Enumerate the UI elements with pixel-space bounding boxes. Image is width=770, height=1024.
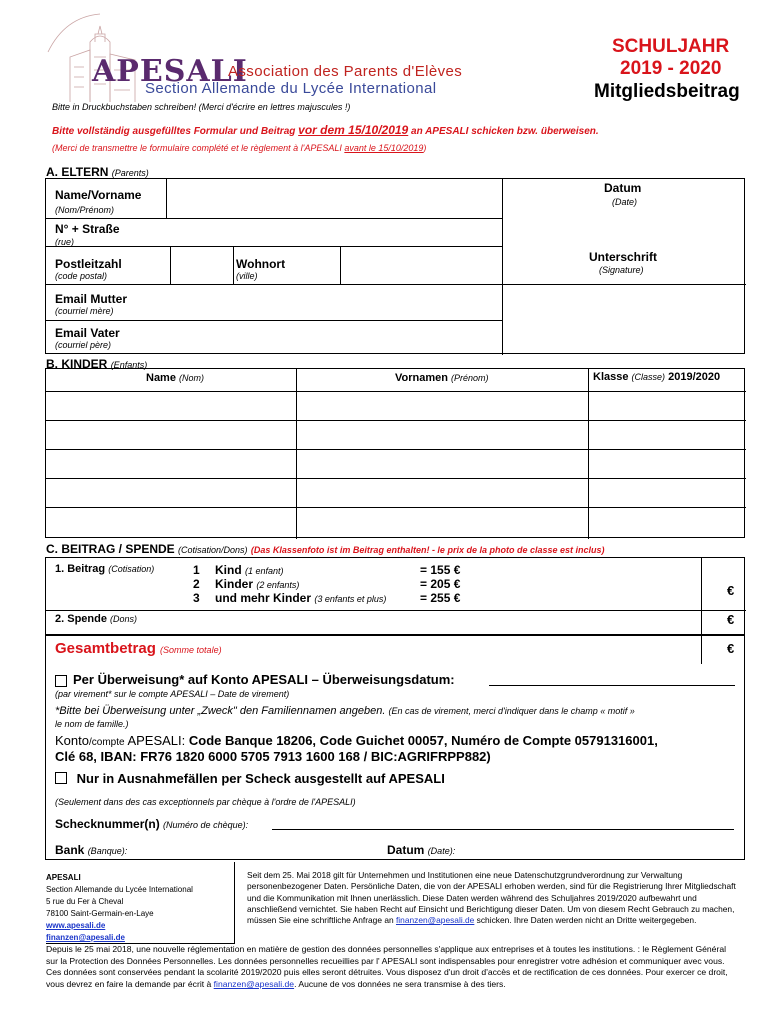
city-input[interactable] bbox=[340, 246, 501, 283]
cheque-number-text: Schecknummer(n) bbox=[55, 817, 160, 831]
org-line-2: Section Allemande du Lycée International bbox=[145, 80, 437, 97]
postcode-label-fr: (code postal) bbox=[55, 271, 108, 281]
total-label bbox=[55, 640, 222, 657]
cheque-label-fr: (Seulement dans des cas exceptionnels par chèque à l'ordre de l'APESALI) bbox=[55, 797, 356, 807]
school-year: 2019 - 2020 bbox=[620, 58, 722, 79]
cheque-date-text: Datum bbox=[387, 843, 425, 857]
fee-row-3-num: 3 bbox=[193, 591, 200, 605]
transfer-note bbox=[55, 705, 735, 717]
donation-currency: € bbox=[727, 612, 735, 627]
transfer-option[interactable] bbox=[55, 672, 455, 687]
deadline-fr-post: ) bbox=[423, 143, 427, 153]
date-label-fr: (Date) bbox=[612, 197, 638, 207]
city-label: Wohnort bbox=[236, 257, 286, 271]
deadline-date: vor dem 15/10/2019 bbox=[298, 123, 409, 137]
postcode-label: Postleitzahl bbox=[55, 257, 122, 271]
total-label-text: Gesamtbetrag bbox=[55, 640, 156, 657]
donation-label bbox=[55, 613, 137, 625]
fee-currency: € bbox=[727, 583, 735, 598]
fee-row-2-label bbox=[215, 577, 299, 591]
privacy-fr bbox=[46, 944, 740, 990]
cheque-date-label bbox=[387, 843, 455, 857]
logo-name: APESALI bbox=[92, 54, 248, 89]
fee-amount-input[interactable] bbox=[701, 558, 744, 608]
col-class-header bbox=[593, 371, 720, 383]
deadline-instruction bbox=[52, 123, 599, 137]
col-firstname-label-fr: (Prénom) bbox=[451, 373, 489, 383]
photo-note: (Das Klassenfoto ist im Beitrag enthalten! - le prix de la photo de classe est inclus) bbox=[250, 545, 605, 555]
street-label: N° + Straße bbox=[55, 222, 120, 236]
account-apesali: APESALI: bbox=[124, 733, 189, 748]
total-amount-input[interactable] bbox=[701, 636, 744, 662]
fee-row-3-text: und mehr Kinder bbox=[215, 591, 312, 605]
col-firstname-label: Vornamen bbox=[395, 372, 448, 384]
footer-address bbox=[46, 872, 246, 944]
deadline-pre: Bitte vollständig ausgefülltes Formular und Beitrag bbox=[52, 126, 299, 137]
privacy-de-text: Seit dem 25. Mai 2018 gilt für Unternehmen und Institutionen eine neue Datenschutzgrundverordnung zur Verwaltung personenbezogener Daten. Persönliche Daten, die von der APESALI erhoben werden, sind für die Registrierung Ihrer Mitgliedschaft und die Kommunikation mit Ihnen unerlässlich. Diese Daten werden während des Schuljahres 2019/2020 aufbewahrt und anschließend vernichtet. Sie haben Recht auf Einsicht und Berichtigung dieser Daten. Um von diesem Recht Gebrauch zu machen, müssen Sie eine schriftliche Anfrage an bbox=[247, 870, 736, 926]
email-mother-label-fr: (courriel mère) bbox=[55, 306, 114, 316]
signature-input[interactable] bbox=[502, 284, 744, 353]
col-firstname-header bbox=[395, 372, 489, 384]
transfer-note-fr-2: le nom de famille.) bbox=[55, 719, 129, 729]
bank-label-fr: (Banque): bbox=[87, 846, 128, 856]
footer-addr-1: Section Allemande du Lycée International bbox=[46, 885, 193, 894]
footer-addr-2: 5 rue du Fer à Cheval bbox=[46, 897, 124, 906]
transfer-note-de: *Bitte bei Überweisung unter „Zweck" den Familiennamen angeben. bbox=[55, 705, 386, 717]
donation-label-text: 2. Spende bbox=[55, 613, 107, 625]
email-father-label-fr: (courriel père) bbox=[55, 340, 112, 350]
donation-label-fr: (Dons) bbox=[110, 614, 138, 624]
privacy-de-end: schicken. Ihre Daten werden nicht an Dritte weitergegeben. bbox=[474, 915, 697, 926]
col-name-label: Name bbox=[146, 372, 176, 384]
fee-row-1-num: 1 bbox=[193, 563, 200, 577]
footer-org: APESALI bbox=[46, 873, 81, 882]
total-label-fr: (Somme totale) bbox=[160, 645, 222, 655]
school-year-label: SCHULJAHR bbox=[612, 36, 730, 57]
child-row-5[interactable] bbox=[46, 507, 744, 537]
email-father-input[interactable] bbox=[160, 320, 501, 353]
privacy-de-email-link[interactable]: finanzen@apesali.de bbox=[395, 915, 475, 926]
child-row-2[interactable] bbox=[46, 420, 744, 448]
child-row-3[interactable] bbox=[46, 449, 744, 477]
street-label-fr: (rue) bbox=[55, 237, 75, 247]
email-father-label: Email Vater bbox=[55, 326, 120, 340]
transfer-label-fr: (par virement* sur le compte APESALI – Date de virement) bbox=[55, 689, 290, 699]
section-c-title bbox=[46, 542, 605, 556]
transfer-label: Per Überweisung* auf Konto APESALI – Überweisungsdatum: bbox=[73, 672, 455, 687]
signature-label: Unterschrift bbox=[589, 250, 658, 264]
account-konto: Konto bbox=[55, 733, 89, 748]
fee-label-text: 1. Beitrag bbox=[55, 563, 106, 575]
account-compte: /compte bbox=[88, 737, 125, 748]
bank-label bbox=[55, 843, 127, 857]
fee-row-3-fr: (3 enfants et plus) bbox=[314, 594, 387, 604]
logo bbox=[40, 12, 510, 104]
privacy-fr-text: Depuis le 25 mai 2018, une nouvelle réglementation en matière de gestion des données personnelles s'applique aux entreprises et à toutes les institutions. : le Règlement Général sur la Protection des Données Personnelles. Les données personnelles recueillies par l' APESALI sont indispensables pour enregistrer votre adhésion et communiquer avec vous. Ces données sont conservées pendant la scolarité 2019/2020 puis elles seront détruites. Vous disposez d'un droit d'accès et de rectification de ces données. Pour exercer ce droit, vous devrez en faire la demande par écrit à bbox=[46, 944, 728, 989]
total-currency: € bbox=[727, 641, 735, 656]
cheque-checkbox[interactable] bbox=[55, 772, 67, 784]
fee-label bbox=[55, 563, 154, 575]
cheque-number-label bbox=[55, 817, 248, 831]
section-c-label-fr: (Cotisation/Dons) bbox=[178, 545, 248, 555]
deadline-instruction-fr bbox=[52, 143, 426, 153]
name-label-fr: (Nom/Prénom) bbox=[55, 205, 115, 215]
signature-label-fr: (Signature) bbox=[599, 265, 644, 275]
bank-label-text: Bank bbox=[55, 843, 85, 857]
section-c-label: C. BEITRAG / SPENDE bbox=[46, 542, 175, 556]
col-name-header bbox=[146, 372, 204, 384]
transfer-checkbox[interactable] bbox=[55, 675, 67, 687]
cheque-option[interactable] bbox=[55, 771, 445, 786]
cheque-label: Nur in Ausnahmefällen per Scheck ausgestellt auf APESALI bbox=[76, 771, 445, 786]
fee-row-1-label bbox=[215, 563, 284, 577]
section-b-label: B. KINDER bbox=[46, 357, 108, 371]
date-label: Datum bbox=[604, 181, 642, 195]
deadline-fr-date: avant le 15/10/2019 bbox=[344, 143, 424, 153]
col-class-label: Klasse bbox=[593, 371, 629, 383]
city-label-fr: (ville) bbox=[236, 271, 258, 281]
fee-row-2-amount: = 205 € bbox=[420, 577, 461, 591]
footer-addr-3: 78100 Saint-Germain-en-Laye bbox=[46, 909, 154, 918]
form-title: Mitgliedsbeitrag bbox=[594, 81, 740, 102]
org-line-1: Association des Parents d'Elèves bbox=[228, 63, 463, 80]
donation-amount-input[interactable] bbox=[701, 610, 744, 634]
fee-row-2-num: 2 bbox=[193, 577, 200, 591]
cheque-date-fr: (Date): bbox=[427, 846, 456, 856]
footer-email-link[interactable]: finanzen@apesali.de bbox=[46, 933, 125, 942]
col-name-label-fr: (Nom) bbox=[179, 373, 205, 383]
cheque-number-line[interactable] bbox=[272, 829, 734, 830]
fee-label-fr: (Cotisation) bbox=[108, 564, 155, 574]
col-class-year: 2019/2020 bbox=[668, 371, 721, 383]
account-bank-code: Code Banque 18206, Code Guichet 00057, Numéro de Compte 05791316001, bbox=[188, 733, 658, 748]
col-class-label-fr: (Classe) bbox=[631, 372, 666, 382]
account-line-2: Clé 68, IBAN: FR76 1820 6000 5705 7913 1600 168 / BIC:AGRIFRPP882) bbox=[55, 749, 491, 764]
section-a-title bbox=[46, 165, 149, 179]
transfer-date-line[interactable] bbox=[489, 685, 735, 686]
section-a-label-fr: (Parents) bbox=[111, 168, 149, 178]
section-b-label-fr: (Enfants) bbox=[110, 360, 148, 370]
deadline-fr-pre: (Merci de transmettre le formulaire complété et le règlement à l'APESALI bbox=[52, 143, 345, 153]
email-mother-input[interactable] bbox=[160, 284, 501, 318]
postcode-input[interactable] bbox=[170, 246, 232, 283]
email-mother-label: Email Mutter bbox=[55, 292, 128, 306]
privacy-fr-end: . Aucune de vos données ne sera transmise à des tiers. bbox=[294, 978, 506, 989]
fee-row-2-fr: (2 enfants) bbox=[256, 580, 300, 590]
section-a-label: A. ELTERN bbox=[46, 165, 109, 179]
fee-row-3-amount: = 255 € bbox=[420, 591, 461, 605]
name-label: Name/Vorname bbox=[55, 188, 142, 202]
cheque-number-fr: (Numéro de chèque): bbox=[163, 820, 249, 830]
fee-row-2-text: Kinder bbox=[215, 577, 254, 591]
privacy-fr-email-link[interactable]: finanzen@apesali.de bbox=[213, 978, 295, 989]
footer-website-link[interactable]: www.apesali.de bbox=[46, 921, 106, 930]
account-line-1 bbox=[55, 733, 658, 748]
fee-row-1-text: Kind bbox=[215, 563, 242, 577]
deadline-post: an APESALI schicken bzw. überweisen. bbox=[408, 126, 599, 137]
block-letters-note: Bitte in Druckbuchstaben schreiben! (Merci d'écrire en lettres majuscules !) bbox=[52, 102, 351, 112]
child-row-4[interactable] bbox=[46, 478, 744, 506]
child-row-1[interactable] bbox=[46, 391, 744, 419]
fee-row-1-fr: (1 enfant) bbox=[245, 566, 284, 576]
fee-row-1-amount: = 155 € bbox=[420, 563, 461, 577]
privacy-de bbox=[247, 870, 739, 926]
transfer-note-fr-1: (En cas de virement, merci d'indiquer dans le champ « motif » bbox=[388, 706, 635, 716]
name-input[interactable] bbox=[166, 179, 501, 217]
fee-row-3-label bbox=[215, 591, 386, 605]
